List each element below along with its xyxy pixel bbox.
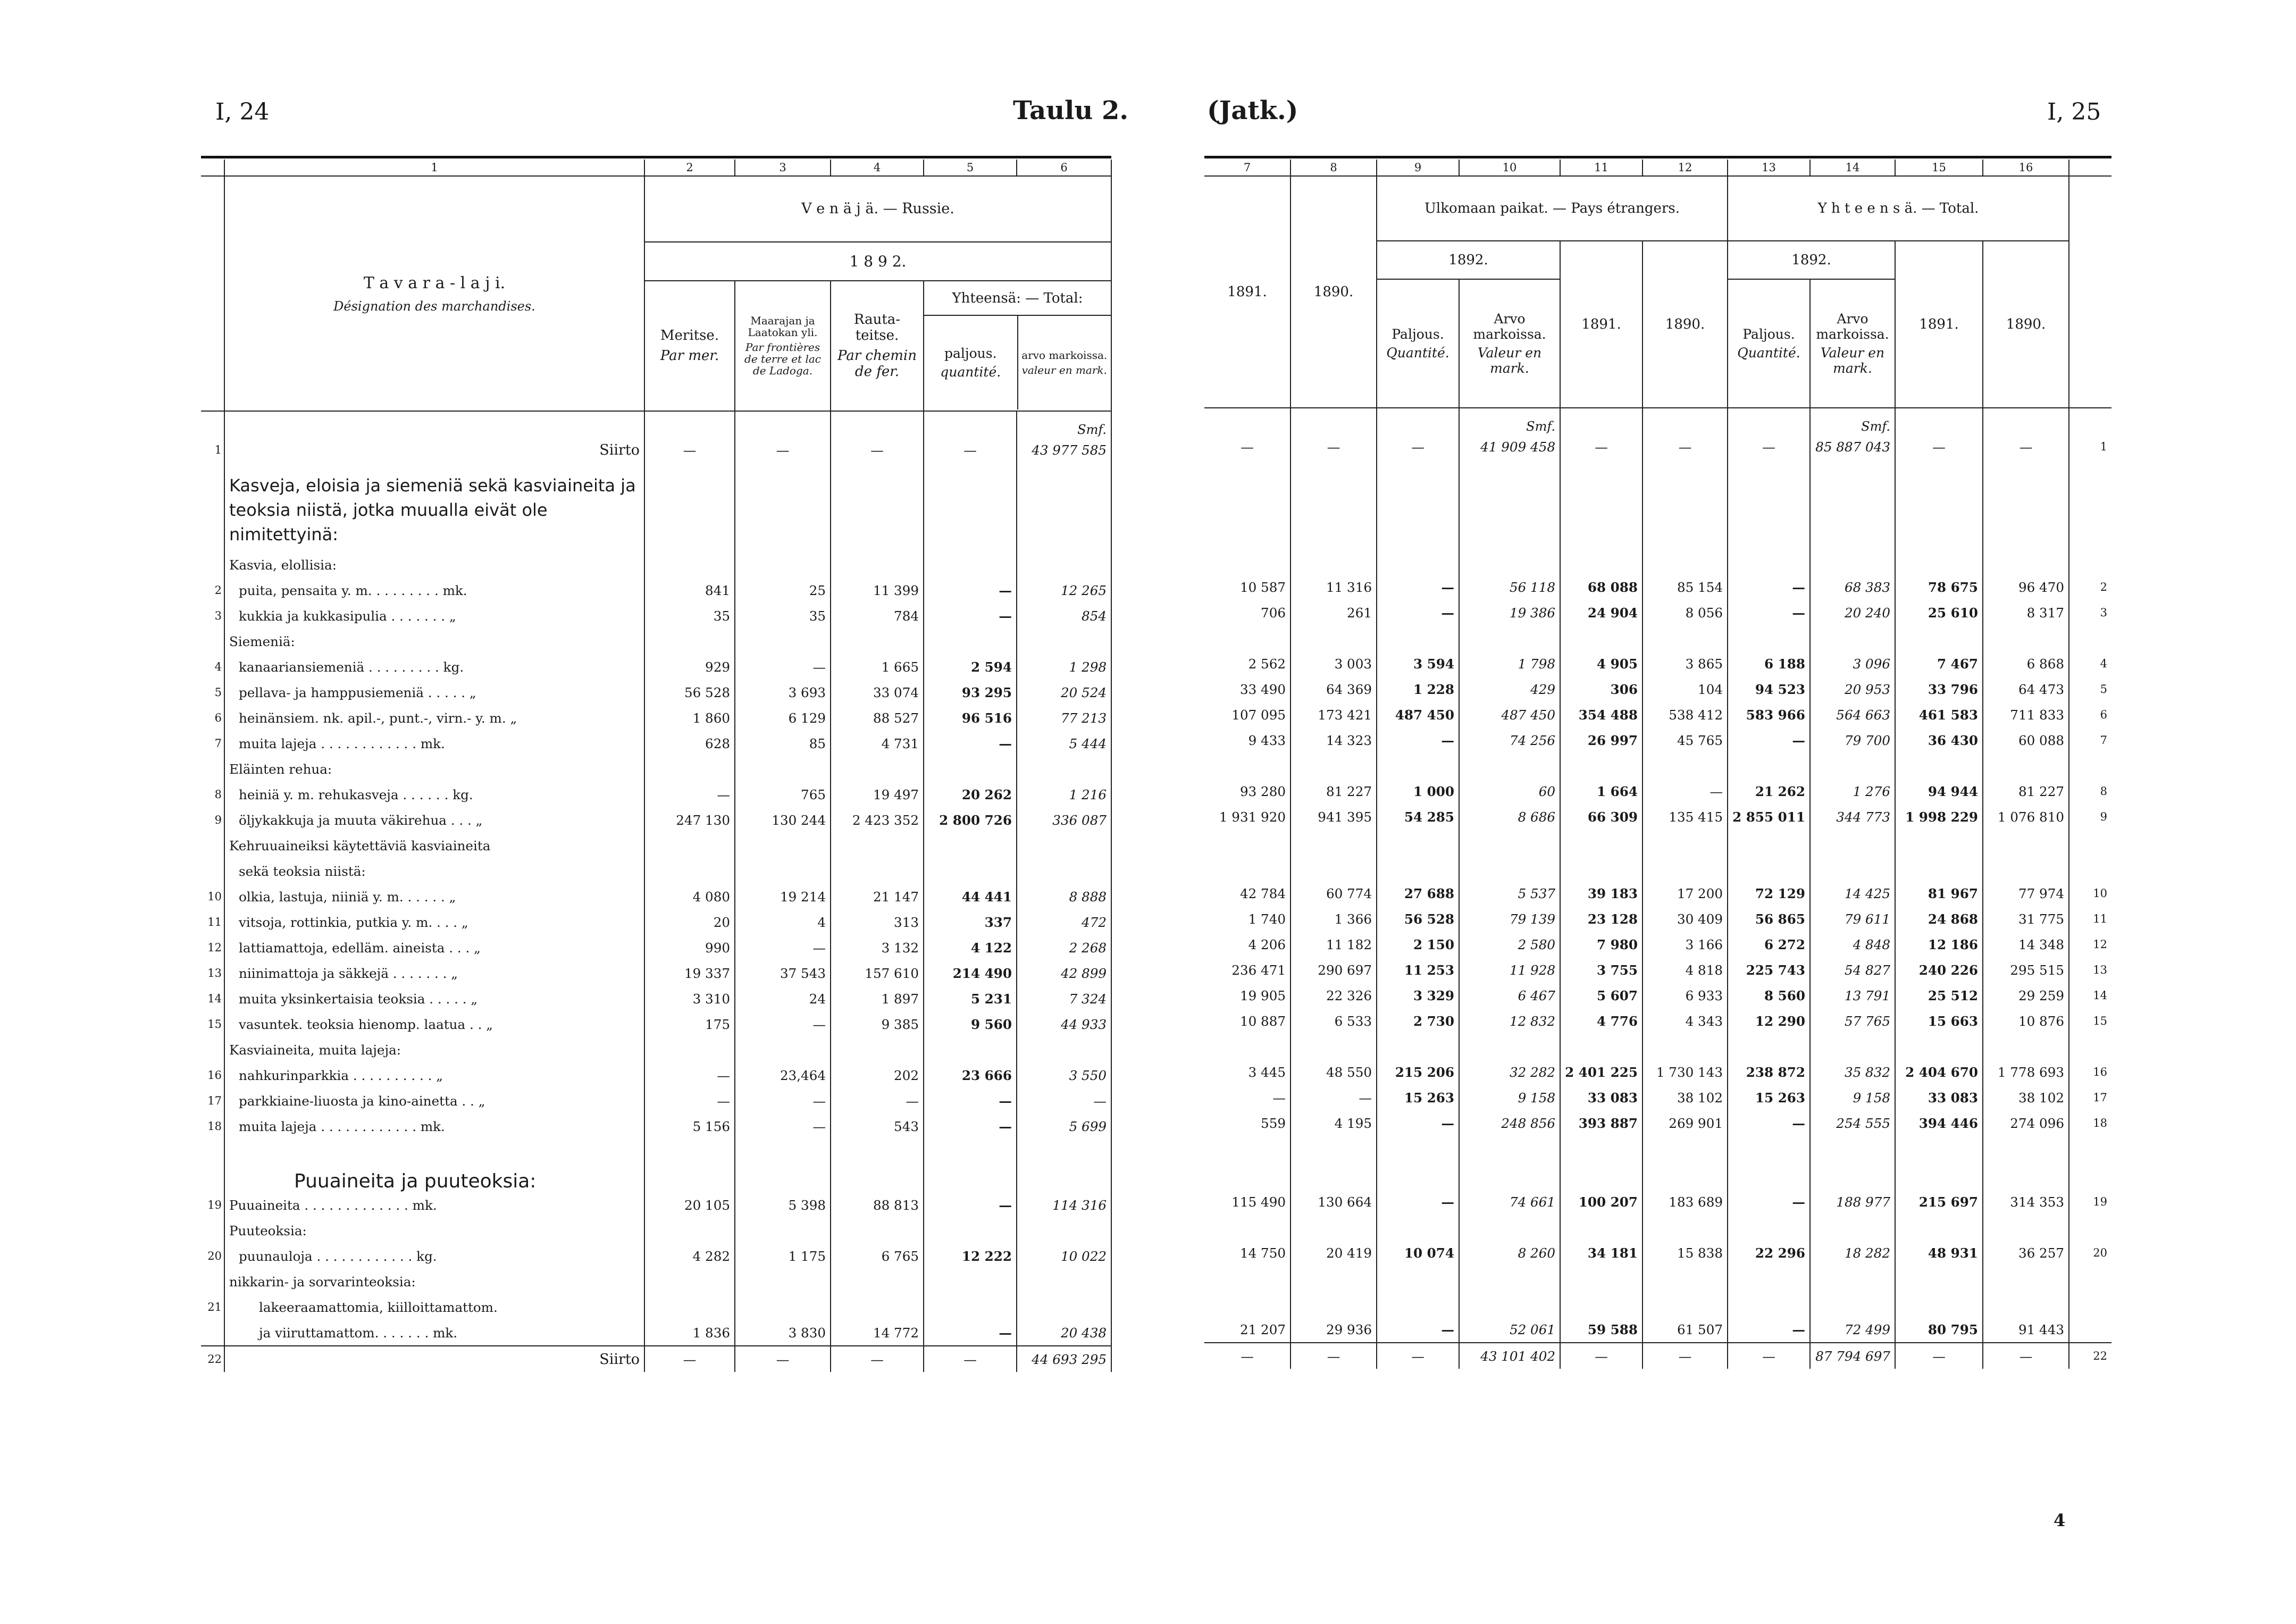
- table-row: 42 784 60 774 27 688 5 537 39 183 17 200 72 129 14 425 81 967 77 974 10: [1204, 881, 2111, 906]
- rautateitse-header: Rauta- teitse. Par chemin de fer.: [831, 281, 924, 411]
- table-row: [201, 858, 1111, 884]
- table-row: [201, 629, 1111, 654]
- col-number: 6: [1017, 160, 1111, 176]
- laatokka-header: Maarajan ja Laatokan yli. Par frontières de terre et lac de Ladoga.: [735, 281, 831, 411]
- table-row: 8 heiniä y. m. rehukasveja . . . . . . kg. — 765 19 497 20 262 1 216: [201, 782, 1111, 807]
- table-row: 14 750 20 419 10 074 8 260 34 181 15 838 22 296 18 282 48 931 36 257 20: [1204, 1240, 2111, 1266]
- table-row: 19 905 22 326 3 329 6 467 5 607 6 933 8 560 13 791 25 512 29 259 14: [1204, 983, 2111, 1008]
- table-row: 9 433 14 323 — 74 256 26 997 45 765 — 79 700 36 430 60 088 7: [1204, 727, 2111, 753]
- right-page-table: 7 8 9 10 11 12 13 14 15 16 1891. 1890. Ulkomaan paikat. — Pays étrangers. Y h t e e n s ä. — Total. 1892. 1891. 1890. 1892. 1891. 1890. Paljous. Quantité. Arvo markoissa. Valeur en mark. Paljous. Quantité. Arvo markoissa. Valeur en mark. Smf. Smf. — — — 41 909 458 — — — 85 887 043 — — 1 10 587 11 316 — 56 118 68 088 85 154 — 68 383 78 675 96 470 2 706 261 — 19 386 24 904 8 056 — 20 240 25 610 8 317 3 2 562 3 003 3 594 1 798 4 905 3 865 6 188 3 096 7 467 6 868 4 33 490 64 369 1 228 429 306 104 94 523 20 953 33 796 64 473 5 107 095 173 421 487 450 487 450 354 488 538 412 583 966 564 663 461 583 711 833 6 9 433 14 323 — 74 256 26 997 45 765 — 79 700 36 430 60 088 7 93 280 81 227 1 000 60 1 664 — 21 262 1 276 94 944 81 227 8 1 931 920 941 395 54 285 8 686 66 309 135 415 2 855 011 344 773 1 998 229 1 076 810 9 42 784 60 774 27 688 5 537 39 183 17 200 72 129 14 425 81 967 77 974 10 1 740 1 366 56 528 79 139 23 128 30 409 56 865 79 611 24 868 31 775 11 4 206 11 182 2 150 2 580 7 980 3 166 6 272 4 848 12 186 14 348 12 236 471 290 697 11 253 11 928 3 755 4 818 225 743 54 827 240 226 295 515 13 19 905 22 326 3 329 6 467 5 607 6 933 8 560 13 791 25 512 29 259 14 10 887 6 533 2 730 12 832 4 776 4 343 12 290 57 765 15 663 10 876 15 3 445 48 550 215 206 32 282 2 401 225 1 730 143 238 872 35 832 2 404 670 1 778 693 16 — — 15 263 9 158 33 083 38 102 15 263 9 158 33 083 38 102 17 559 4 195 — 248 856 393 887 269 901 — 254 555 394 446 274 096 18 115 490 130 664 — 74 661 100 207 183 689 — 188 977 215 697 314 353 19 14 750 20 419 10 074 8 260 34 181 15 838 22 296 18 282 48 931 36 257 20 21 207 29 936 — 52 061 59 588 61 507 — 72 499 80 795 91 443 — — — 43 101 402 — — — 87 794 697 — — 22: [1204, 160, 2111, 1369]
- table-row: [1204, 1215, 2111, 1240]
- table-row: 12 lattiamattoja, edelläm. aineista . . . „ 990 — 3 132 4 122 2 268: [201, 935, 1111, 960]
- col-rownum-spacer: [201, 160, 224, 176]
- table-row: 11 vitsoja, rottinkia, putkia y. m. . . . „ 20 4 313 337 472: [201, 909, 1111, 935]
- siirto-total: 43 977 585: [1017, 437, 1111, 463]
- table-row: [1204, 1136, 2111, 1189]
- arvo-header: Arvo markoissa. Valeur en mark.: [1459, 279, 1560, 408]
- category-title: T a v a r a - l a j i.: [363, 273, 506, 292]
- year-1890-header: 1890.: [1291, 176, 1377, 408]
- table-row: [1204, 1291, 2111, 1317]
- table-row: [1204, 830, 2111, 855]
- table-row: 93 280 81 227 1 000 60 1 664 — 21 262 1 276 94 944 81 227 8: [1204, 778, 2111, 804]
- table-row: — — 15 263 9 158 33 083 38 102 15 263 9 158 33 083 38 102 17: [1204, 1085, 2111, 1110]
- row-label: kukkia ja kukkasipulia . . . . . . . „: [224, 603, 644, 629]
- table-row: 6 heinänsiem. nk. apil.-, punt.-, virn.- y. m. „ 1 860 6 129 88 527 96 516 77 213: [201, 705, 1111, 731]
- left-page-table: 1 2 3 4 5 6 T a v a r a - l a j i. Désignation des marchandises. V e n ä j ä. — Russie. 1 8 9 2. Meritse. Par mer. Maarajan ja Laatokan yli. Par frontières de terre et lac de Ladoga. Rauta- teitse. Par chemin de fer. Yhteensä: — Total: paljous. quantité. arvo markoissa. valeur en mark. Smf. 1 Siirto — — — — 43 977 585 Kasveja, eloisia ja siemeniä sekä kasviaineita ja teoksia niistä, jotka muualla eivät ole nimitettyinä: Kasvia, elollisia: 2 puita, pensaita y. m. . . . . . . . . mk. 841 25 11 399 — 12 265 3 kukkia ja kukkasipulia . . . . . . . „ 35 35 784 — 854 Siemeniä: 4 kanaariansiemeniä . . . . . . . . . kg. 929 — 1 665 2 594 1 298 5 pellava- ja hamppusiemeniä . . . . . „ 56 528 3 693 33 074 93 295 20 524 6 heinänsiem. nk. apil.-, punt.-, virn.- y. m. „ 1 860 6 129 88 527 96 516 77 213 7 muita lajeja . . . . . . . . . . . . mk. 628 85 4 731 — 5 444 Eläinten rehua: 8 heiniä y. m. rehukasveja . . . . . . kg. — 765 19 497 20 262 1 216 9 öljykakkuja ja muuta väkirehua . . . „ 247 130 130 244 2 423 352 2 800 726 336 087 Kehruuaineiksi käytettäviä kasviaineita sekä teoksia niistä: 10 olkia, lastuja, niiniä y. m. . . . . . „ 4 080 19 214 21 147 44 441 8 888 11 vitsoja, rottinkia, putkia y. m. . . . „ 20 4 313 337 472 12 lattiamattoja, edelläm. aineista . . . „ 990 — 3 132 4 122 2 268 13 niinimattoja ja säkkejä . . . . . . . „ 19 337 37 543 157 610 214 490 42 899 14 muita yksinkertaisia teoksia . . . . . „ 3 310 24 1 897 5 231 7 324 15 vasuntek. teoksia hienomp. laatua . . „ 175 — 9 385 9 560 44 933 Kasviaineita, muita lajeja: 16 nahkurinparkkia . . . . . . . . . . „ — 23,464 202 23 666 3 550 17 parkkiaine-liuosta ja kino-ainetta . . „ — — — — — 18 muita lajeja . . . . . . . . . . . . mk. 5 156 — 543 — 5 699 Puuaineita ja puuteoksia: 19 Puuaineita . . . . . . . . . . . . . mk. 20 105 5 398 88 813 — 114 316 Puuteoksia: 20 puunauloja . . . . . . . . . . . . kg. 4 282 1 175 6 765 12 222 10 022 nikkarin- ja sorvarinteoksia: 21 lakeeraamattomia, kiilloittamattom. ja viiruttamattom. . . . . . . mk. 1 836 3 830 14 772 — 20 438 22 Siirto — — — — 44 693 295: [201, 160, 1112, 1372]
- row-label: Kasviaineita, muita lajeja:: [224, 1037, 644, 1062]
- col-number: 3: [735, 160, 831, 176]
- footer-page-number: 4: [2054, 1510, 2066, 1530]
- col-number: 1: [224, 160, 644, 176]
- row-label: heiniä y. m. rehukasveja . . . . . . kg.: [224, 782, 644, 807]
- table-row: [201, 833, 1111, 858]
- table-row: [201, 756, 1111, 782]
- table-row: 7 muita lajeja . . . . . . . . . . . . mk. 628 85 4 731 — 5 444: [201, 731, 1111, 756]
- table-row: 4 206 11 182 2 150 2 580 7 980 3 166 6 272 4 848 12 186 14 348 12: [1204, 932, 2111, 957]
- row-label: nikkarin- ja sorvarinteoksia:: [224, 1269, 644, 1294]
- row-label: muita lajeja . . . . . . . . . . . . mk.: [224, 731, 644, 756]
- left-page-number: I, 24: [215, 98, 270, 125]
- country-header: V e n ä j ä. — Russie.: [644, 176, 1111, 242]
- footer-siirto-row: — — — 43 101 402 — — — 87 794 697 — — 22: [1204, 1343, 2111, 1369]
- row-label: vitsoja, rottinkia, putkia y. m. . . . „: [224, 909, 644, 935]
- row-label: muita yksinkertaisia teoksia . . . . . „: [224, 986, 644, 1011]
- foreign-header: Ulkomaan paikat. — Pays étrangers.: [1377, 176, 1728, 241]
- row-label: lattiamattoja, edelläm. aineista . . . „: [224, 935, 644, 960]
- year-header: 1 8 9 2.: [644, 242, 1111, 281]
- right-page-number: I, 25: [2047, 98, 2101, 125]
- table-row: 16 nahkurinparkkia . . . . . . . . . . „ — 23,464 202 23 666 3 550: [201, 1062, 1111, 1088]
- table-row: 2 562 3 003 3 594 1 798 4 905 3 865 6 188 3 096 7 467 6 868 4: [1204, 651, 2111, 676]
- table-row: [201, 1218, 1111, 1243]
- row-label: olkia, lastuja, niiniä y. m. . . . . . „: [224, 884, 644, 909]
- table-row: 19 Puuaineita . . . . . . . . . . . . . mk. 20 105 5 398 88 813 — 114 316: [201, 1192, 1111, 1218]
- table-row: 33 490 64 369 1 228 429 306 104 94 523 20 953 33 796 64 473 5: [1204, 676, 2111, 702]
- meritse-header: Meritse. Par mer.: [644, 281, 735, 411]
- table-row: [1204, 625, 2111, 651]
- row-label: Kasvia, elollisia:: [224, 552, 644, 577]
- row-label: Eläinten rehua:: [224, 756, 644, 782]
- table-row: 10 olkia, lastuja, niiniä y. m. . . . . . „ 4 080 19 214 21 147 44 441 8 888: [201, 884, 1111, 909]
- row-label: pellava- ja hamppusiemeniä . . . . . „: [224, 680, 644, 705]
- table-row: [1204, 753, 2111, 778]
- col-number: 4: [831, 160, 924, 176]
- table-row: [1204, 549, 2111, 574]
- col-number: 2: [644, 160, 735, 176]
- total-header-right: Y h t e e n s ä. — Total.: [1728, 176, 2069, 241]
- row-label: Kehruuaineiksi käytettäviä kasviaineita: [224, 833, 644, 858]
- paljous-header: Paljous. Quantité.: [1377, 279, 1459, 408]
- row-label: sekä teoksia niistä:: [224, 858, 644, 884]
- table-row: 3 kukkia ja kukkasipulia . . . . . . . „ 35 35 784 — 854: [201, 603, 1111, 629]
- table-row: 14 muita yksinkertaisia teoksia . . . . . „ 3 310 24 1 897 5 231 7 324: [201, 986, 1111, 1011]
- table-row: 559 4 195 — 248 856 393 887 269 901 — 254 555 394 446 274 096 18: [1204, 1110, 2111, 1136]
- row-label: vasuntek. teoksia hienomp. laatua . . „: [224, 1011, 644, 1037]
- table-row: 5 pellava- ja hamppusiemeniä . . . . . „ 56 528 3 693 33 074 93 295 20 524: [201, 680, 1111, 705]
- table-row: 20 puunauloja . . . . . . . . . . . . kg. 4 282 1 175 6 765 12 222 10 022: [201, 1243, 1111, 1269]
- table-row: [201, 1269, 1111, 1294]
- row-label: Puuteoksia:: [224, 1218, 644, 1243]
- row-label: puita, pensaita y. m. . . . . . . . . mk.: [224, 577, 644, 603]
- table-row: 15 vasuntek. teoksia hienomp. laatua . . „ 175 — 9 385 9 560 44 933: [201, 1011, 1111, 1037]
- table-row: 10 587 11 316 — 56 118 68 088 85 154 — 68 383 78 675 96 470 2: [1204, 574, 2111, 600]
- row-label: muita lajeja . . . . . . . . . . . . mk.: [224, 1114, 644, 1139]
- row-label: Siemeniä:: [224, 629, 644, 654]
- rownum-header: [201, 176, 224, 411]
- table-row: 13 niinimattoja ja säkkejä . . . . . . . „ 19 337 37 543 157 610 214 490 42 899: [201, 960, 1111, 986]
- table-row: 18 muita lajeja . . . . . . . . . . . . mk. 5 156 — 543 — 5 699: [201, 1114, 1111, 1139]
- table-row: 21 207 29 936 — 52 061 59 588 61 507 — 72 499 80 795 91 443: [1204, 1317, 2111, 1343]
- row-label: heinänsiem. nk. apil.-, punt.-, virn.- y. m. „: [224, 705, 644, 731]
- table-row: 706 261 — 19 386 24 904 8 056 — 20 240 25 610 8 317 3: [1204, 600, 2111, 625]
- table-row: 107 095 173 421 487 450 487 450 354 488 538 412 583 966 564 663 461 583 711 833 6: [1204, 702, 2111, 727]
- table-row: 236 471 290 697 11 253 11 928 3 755 4 818 225 743 54 827 240 226 295 515 13: [1204, 957, 2111, 983]
- row-label: ja viiruttamattom. . . . . . . mk.: [224, 1320, 644, 1346]
- row-label: puunauloja . . . . . . . . . . . . kg.: [224, 1243, 644, 1269]
- unit-mark: Smf.: [1017, 411, 1111, 437]
- table-title-continued: (Jatk.): [1207, 96, 1298, 125]
- table-row: 3 445 48 550 215 206 32 282 2 401 225 1 730 143 238 872 35 832 2 404 670 1 778 693 16: [1204, 1059, 2111, 1085]
- top-rule-right: [1204, 156, 2111, 158]
- category-subtitle: Désignation des marchandises.: [333, 298, 535, 314]
- table-row: 17 parkkiaine-liuosta ja kino-ainetta . . „ — — — — —: [201, 1088, 1111, 1114]
- table-row: ja viiruttamattom. . . . . . . mk. 1 836 3 830 14 772 — 20 438: [201, 1320, 1111, 1346]
- table-row: [1204, 1034, 2111, 1059]
- year-1891-header: 1891.: [1204, 176, 1291, 408]
- row-label: nahkurinparkkia . . . . . . . . . . „: [224, 1062, 644, 1088]
- table-row: 4 kanaariansiemeniä . . . . . . . . . kg. 929 — 1 665 2 594 1 298: [201, 654, 1111, 680]
- table-row: 115 490 130 664 — 74 661 100 207 183 689 — 188 977 215 697 314 353 19: [1204, 1189, 2111, 1215]
- table-row: 1 931 920 941 395 54 285 8 686 66 309 135 415 2 855 011 344 773 1 998 229 1 076 810 9: [1204, 804, 2111, 830]
- table-row: [201, 1139, 1111, 1192]
- table-row: [1204, 855, 2111, 881]
- table-row: 1 740 1 366 56 528 79 139 23 128 30 409 56 865 79 611 24 868 31 775 11: [1204, 906, 2111, 932]
- category-header: [224, 176, 644, 411]
- col-number: 5: [924, 160, 1017, 176]
- table-row: 21 lakeeraamattomia, kiilloittamattom.: [201, 1294, 1111, 1320]
- table-row: [201, 1037, 1111, 1062]
- table-row: 10 887 6 533 2 730 12 832 4 776 4 343 12 290 57 765 15 663 10 876 15: [1204, 1008, 2111, 1034]
- table-row: [1204, 1266, 2111, 1291]
- total-header: Yhteensä: — Total: paljous. quantité. arvo markoissa. valeur en mark.: [924, 281, 1111, 411]
- row-label: parkkiaine-liuosta ja kino-ainetta . . „: [224, 1088, 644, 1114]
- table-title: Taulu 2.: [1013, 96, 1129, 125]
- table-row: 9 öljykakkuja ja muuta väkirehua . . . „ 247 130 130 244 2 423 352 2 800 726 336 087: [201, 807, 1111, 833]
- row-label: öljykakkuja ja muuta väkirehua . . . „: [224, 807, 644, 833]
- row-label: kanaariansiemeniä . . . . . . . . . kg.: [224, 654, 644, 680]
- row-label: niinimattoja ja säkkejä . . . . . . . „: [224, 960, 644, 986]
- section-title-plants: Kasveja, eloisia ja siemeniä sekä kasviaineita ja teoksia niistä, jotka muualla eivät ole nimitettyinä:: [224, 463, 644, 552]
- section-title-wood: Puuaineita ja puuteoksia:: [224, 1139, 644, 1192]
- table-row: 2 puita, pensaita y. m. . . . . . . . . mk. 841 25 11 399 — 12 265: [201, 577, 1111, 603]
- top-rule-left: [201, 156, 1111, 158]
- row-label: Puuaineita . . . . . . . . . . . . . mk.: [224, 1192, 644, 1218]
- row-label: lakeeraamattomia, kiilloittamattom.: [224, 1294, 644, 1320]
- table-row: [201, 552, 1111, 577]
- footer-siirto-row: 22 Siirto — — — — 44 693 295: [201, 1346, 1111, 1372]
- siirto-label: Siirto: [224, 437, 644, 463]
